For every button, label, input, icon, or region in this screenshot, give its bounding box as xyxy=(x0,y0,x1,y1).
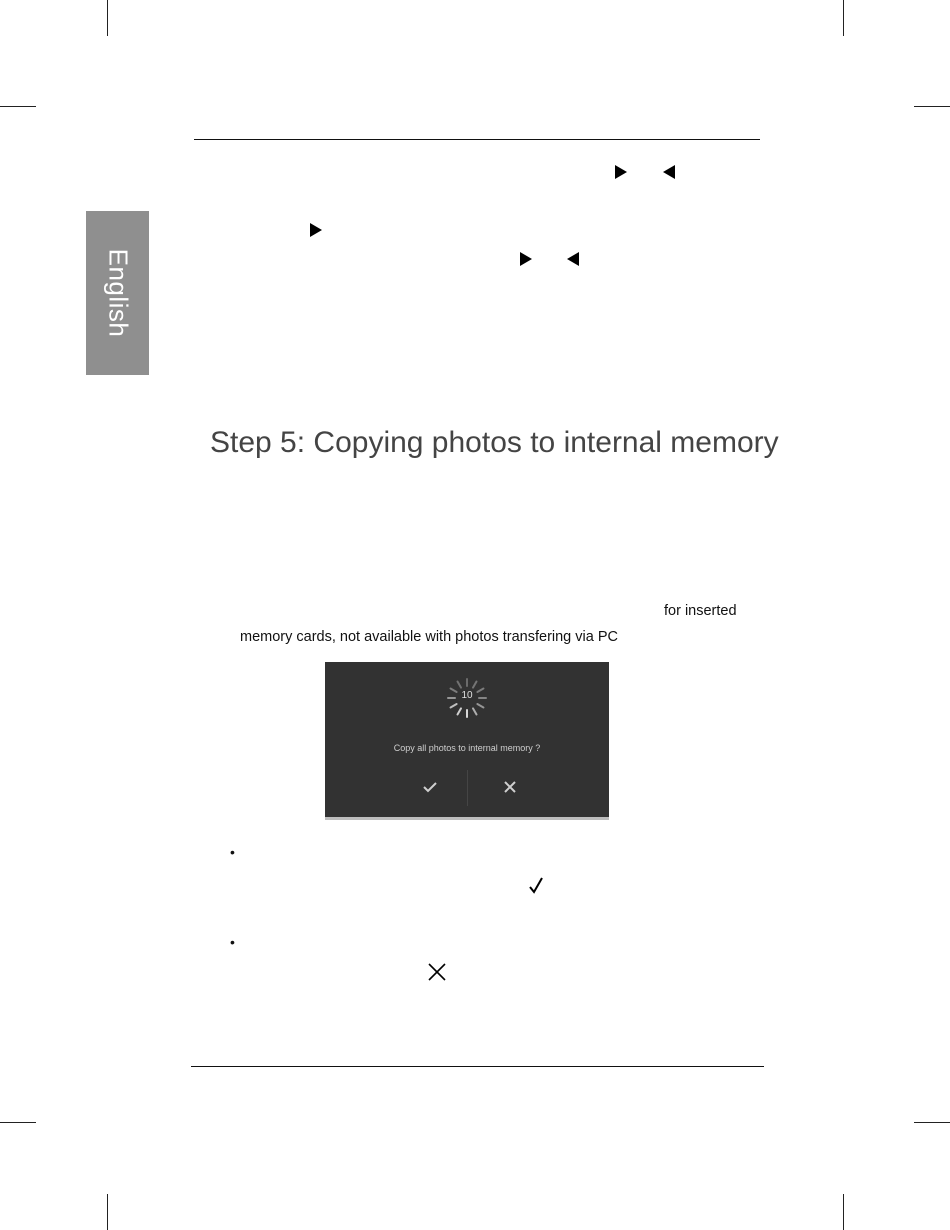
crop-mark-right-bottom xyxy=(914,1122,950,1123)
confirm-button[interactable] xyxy=(415,776,445,798)
spinner-count: 10 xyxy=(461,690,473,701)
triangle-right-icon xyxy=(520,252,532,266)
bullet-marker: • xyxy=(230,934,235,950)
bullet-marker: • xyxy=(230,844,235,860)
crop-mark-left-top xyxy=(0,106,36,107)
check-icon xyxy=(528,876,544,899)
dialog-button-divider xyxy=(467,770,468,806)
note-line-1: for inserted xyxy=(664,603,737,619)
triangle-right-icon xyxy=(310,223,322,237)
language-tab xyxy=(86,211,149,375)
copy-confirm-dialog xyxy=(325,662,609,820)
crop-mark-bottom-right xyxy=(843,1194,844,1230)
header-rule xyxy=(194,139,760,140)
triangle-right-icon xyxy=(615,165,627,179)
crop-mark-left-bottom xyxy=(0,1122,36,1123)
crop-mark-bottom-left xyxy=(107,1194,108,1230)
close-icon xyxy=(495,776,525,798)
crop-mark-right-top xyxy=(914,106,950,107)
crop-mark-top-right xyxy=(843,0,844,36)
language-tab-label: English xyxy=(103,248,133,338)
triangle-left-icon xyxy=(663,165,675,179)
note-line-2: memory cards, not available with photos transfering via PC xyxy=(240,629,618,645)
loading-spinner-icon xyxy=(445,676,489,720)
section-heading: Step 5: Copying photos to internal memory xyxy=(210,426,779,459)
footer-rule xyxy=(191,1066,764,1067)
triangle-left-icon xyxy=(567,252,579,266)
cancel-button[interactable] xyxy=(495,776,525,798)
crop-mark-top-left xyxy=(107,0,108,36)
check-icon xyxy=(415,776,445,798)
dialog-question: Copy all photos to internal memory ? xyxy=(393,743,541,753)
close-icon xyxy=(427,962,447,987)
